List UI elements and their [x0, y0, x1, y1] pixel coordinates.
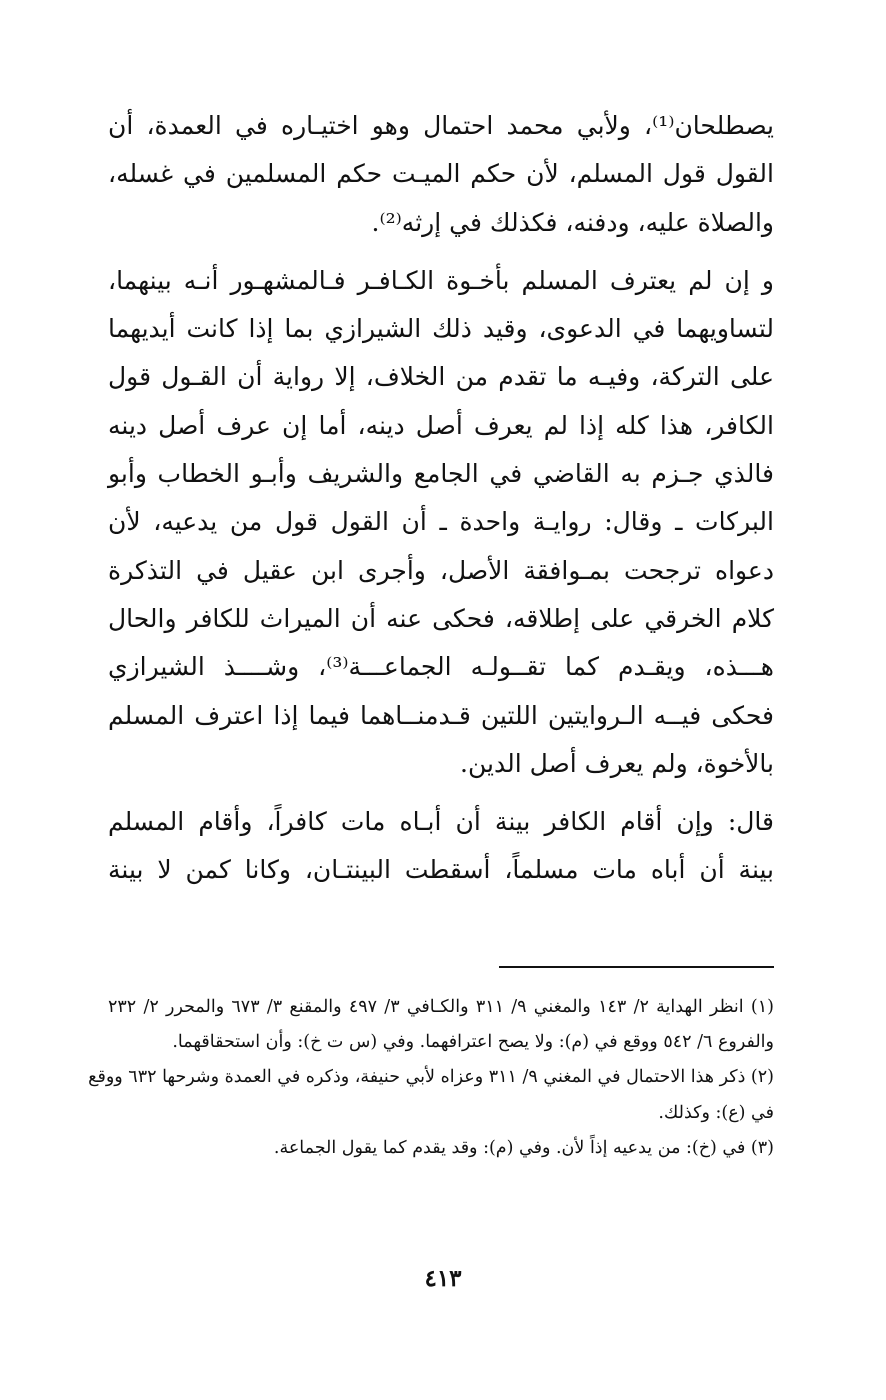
text-line: و إن لم يعترف المسلم بأخـوة الكـافـر فـالمشهـور أنـه بينهما، — [108, 265, 774, 295]
footnote-1 — [108, 990, 774, 1060]
footnote-line: (١) انظر الهداية ٢/ ١٤٣ والمغني ٩/ ٣١١ والكـافي ٣/ ٤٩٧ والمقنع ٣/ ٦٧٣ والمحرر ٢/ ٢٣٢ — [108, 997, 774, 1017]
text-line: بالأخوة، ولم يعرف أصل الدين. — [460, 748, 774, 778]
paragraph-3 — [108, 798, 774, 895]
footnote-line: (٢) ذكر هذا الاحتمال في المغني ٩/ ٣١١ وعزاه لأبي حنيفة، وذكره في العمدة وشرحها ٦٣٢ ووقع — [88, 1067, 774, 1087]
page-number: ٤١٣ — [424, 1265, 462, 1292]
paragraph-2 — [108, 257, 774, 788]
footnote-2 — [88, 1060, 774, 1131]
footnotes — [88, 990, 774, 1166]
footnote-line: في (ع): وكذلك. — [658, 1103, 774, 1123]
text-line: الكافر، هذا كله إذا لم يعرف أصل دينه، أما إن عرف أصل دينه — [108, 410, 774, 440]
text-line: يصطلحان⁽¹⁾، ولأبي محمد احتمال وهو اختيـاره في العمدة، أن — [108, 111, 774, 140]
footnote-line: والفروع ٦/ ٥٤٢ ووقع في (م): ولا يصح اعترافهما. وفي (س ت خ): وأن استحقاقهما. — [172, 1032, 774, 1052]
text-line: قال: وإن أقام الكافر بينة أن أبـاه مات كافراً، وأقام المسلم — [108, 807, 774, 837]
text-line: على التركة، وفيـه ما تقدم من الخلاف، إلا رواية أن القـول قول — [108, 362, 774, 392]
text-line: القول قول المسلم، لأن حكم الميـت حكم المسلمين في غسله، — [108, 159, 774, 189]
footnote-3 — [108, 1131, 774, 1166]
footnote-line: (٣) في (خ): من يدعيه إذاً لأن. وفي (م): وقد يقدم كما يقول الجماعة. — [273, 1138, 774, 1158]
text-line: لتساويهما في الدعوى، وقيد ذلك الشيرازي بما إذا كانت أيديهما — [108, 314, 774, 344]
paragraph-1 — [108, 102, 774, 247]
text-line: دعواه ترجحت بمـوافقة الأصل، وأجرى ابن عقيل في التذكرة — [108, 555, 774, 585]
text-line: والصلاة عليه، ودفنه، فكذلك في إرثه⁽²⁾. — [371, 207, 774, 237]
text-line: هـــذه، ويقـدم كما تقــولـه الجماعـــة⁽³⁾، وشــــذ الشيرازي — [108, 652, 774, 682]
text-line: البركات ـ وقال: روايـة واحدة ـ أن القول قول من يدعيه، لأن — [108, 507, 774, 537]
main-text — [108, 102, 774, 895]
footnote-separator — [499, 966, 774, 968]
text-line: فحكى فيــه الـروايتين اللتين قـدمنــاهما فيما إذا اعترف المسلم — [108, 700, 774, 730]
text-line: بينة أن أباه مات مسلماً، أسقطت البينتـان، وكانا كمن لا بينة — [108, 855, 774, 885]
text-line: كلام الخرقي على إطلاقه، فحكى عنه أن الميراث للكافر والحال — [108, 603, 774, 633]
text-line: فالذي جـزم به القاضي في الجامع والشريف وأبـو الخطاب وأبو — [108, 459, 774, 489]
